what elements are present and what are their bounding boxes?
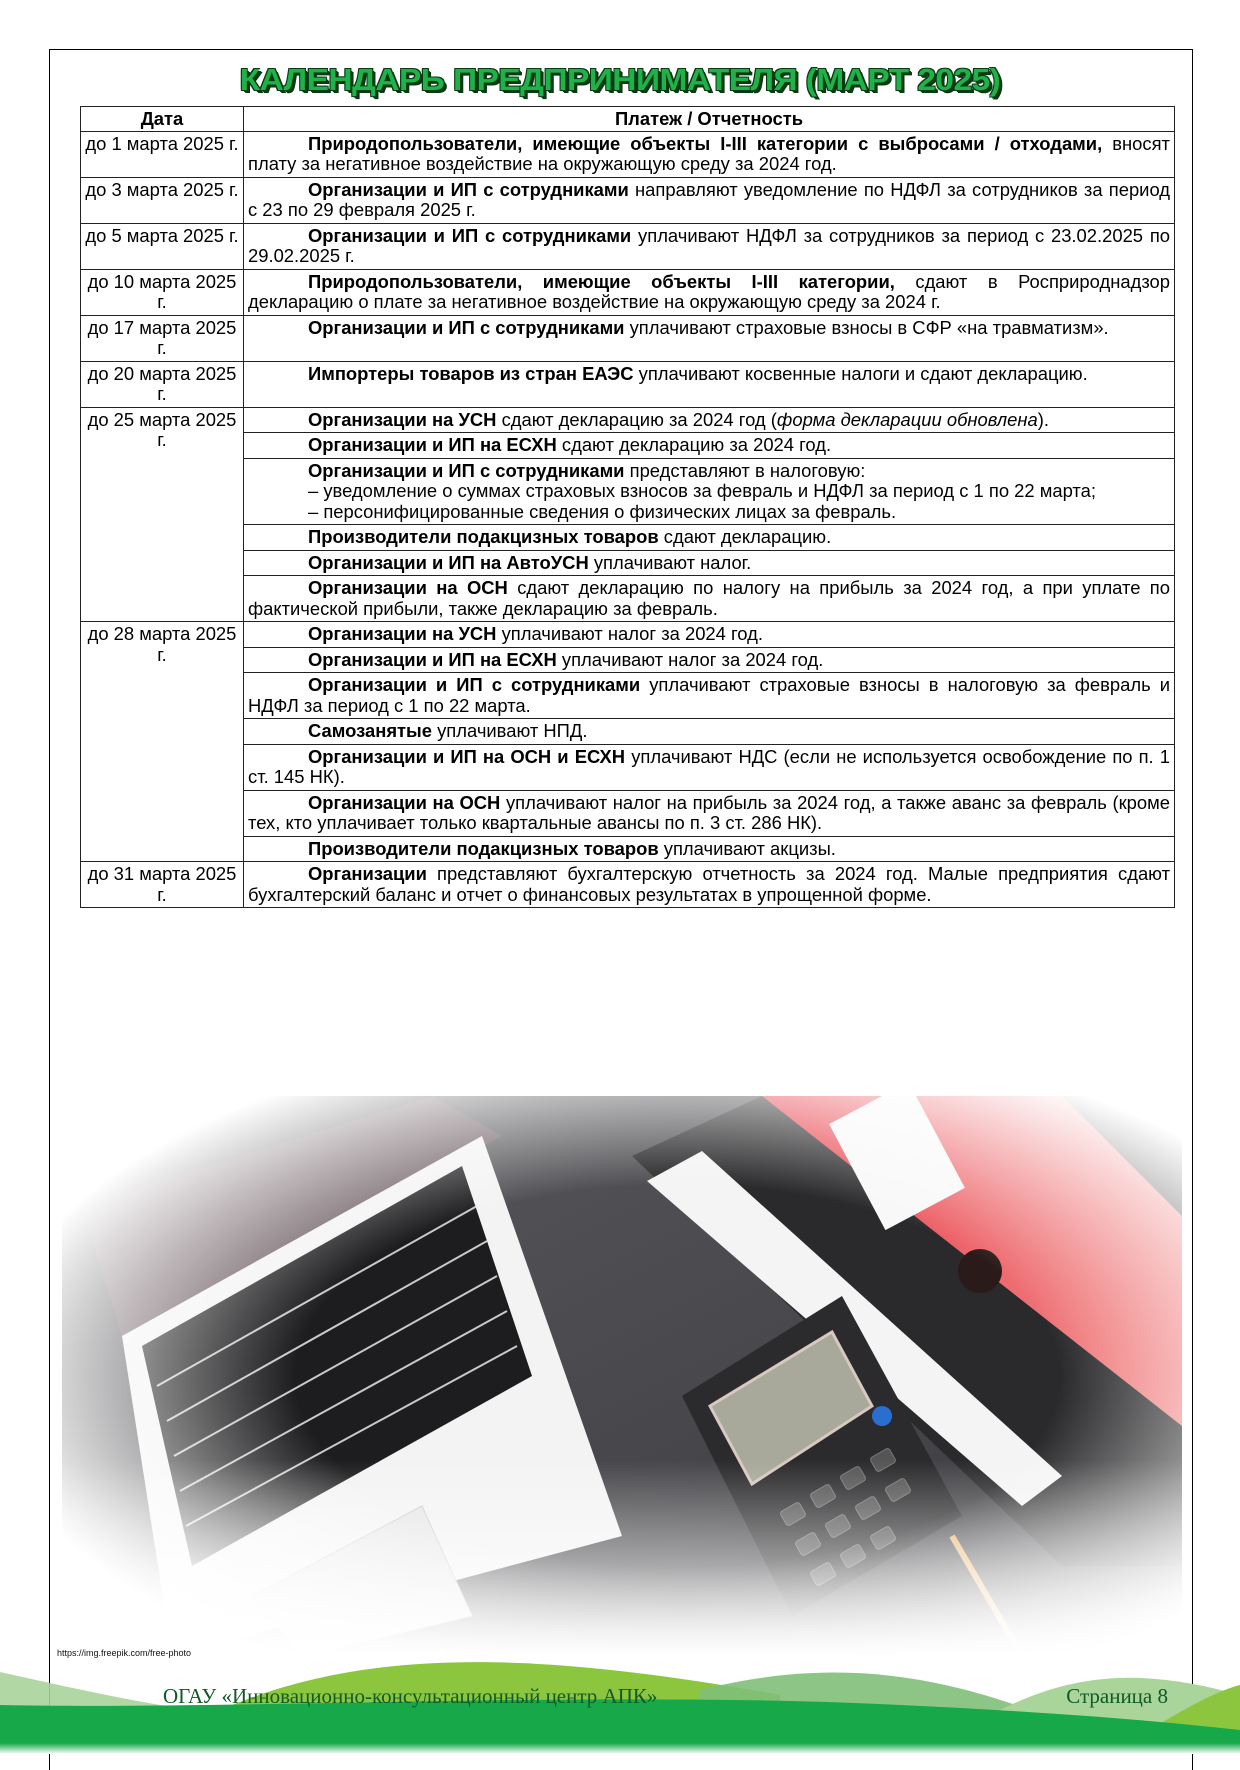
payment-cell <box>244 744 1175 790</box>
payment-cell <box>244 790 1175 836</box>
payment-cell <box>244 525 1175 551</box>
date-cell: до 1 марта 2025 г. <box>81 131 244 177</box>
footer-organization: ОГАУ «Инновационно-консультационный центр АПК» <box>163 1684 658 1708</box>
payment-item <box>248 747 1170 788</box>
obligation-text: уплачивают НДС (если не используется освобождение по п. 1 ст. 145 НК). <box>248 745 1170 787</box>
table-row <box>81 131 1175 177</box>
table-row <box>81 622 1175 648</box>
table-row <box>81 458 1175 525</box>
obligation-text: уплачивают налог за 2024 год. <box>496 623 763 644</box>
table-row <box>81 361 1175 407</box>
payer-category: Организации и ИП с сотрудниками <box>308 674 641 695</box>
payment-item <box>248 793 1170 834</box>
payer-category: Организации и ИП с сотрудниками <box>308 316 625 338</box>
payer-category: Производители подакцизных товаров <box>308 837 659 859</box>
table-row <box>81 177 1175 223</box>
table-row <box>81 550 1175 576</box>
table-row <box>81 433 1175 459</box>
payer-category: Организации на УСН <box>308 408 497 430</box>
date-cell: до 17 марта 2025 г. <box>81 315 244 361</box>
obligation-text: уплачивают НПД. <box>432 720 588 741</box>
payer-category: Организации и ИП с сотрудниками <box>308 459 625 481</box>
payment-cell <box>244 576 1175 622</box>
payment-item <box>248 650 1170 671</box>
payer-category: Самозанятые <box>308 720 432 741</box>
table-row <box>81 673 1175 719</box>
payer-category: Организации и ИП на ЕСХН <box>308 434 557 455</box>
payment-item <box>248 226 1170 267</box>
date-cell: до 28 марта 2025 г. <box>81 622 244 862</box>
payment-cell <box>244 458 1175 525</box>
table-row <box>81 744 1175 790</box>
payment-cell <box>244 315 1175 361</box>
date-cell: до 10 марта 2025 г. <box>81 269 244 315</box>
table-row <box>81 647 1175 673</box>
obligation-text: уплачивают страховые взносы в СФР «на травматизм». <box>624 316 1109 338</box>
office-photo <box>62 1096 1182 1656</box>
payment-item <box>248 624 1170 645</box>
date-cell: до 5 марта 2025 г. <box>81 223 244 269</box>
obligation-text: сдают декларацию по налогу на прибыль за 2024 год, а при уплате по фактической прибыли, также декларацию за февраль. <box>248 577 1170 619</box>
payment-subitem: – уведомление о суммах страховых взносов за февраль и НДФЛ за период с 1 по 22 марта; <box>308 480 1096 501</box>
payment-cell <box>244 622 1175 648</box>
obligation-text: сдают декларацию за 2024 год. <box>556 434 832 455</box>
header-payment: Платеж / Отчетность <box>244 107 1175 132</box>
table-row <box>81 836 1175 862</box>
payment-cell <box>244 131 1175 177</box>
obligation-tail: ). <box>1037 408 1049 430</box>
payment-cell <box>244 647 1175 673</box>
payer-category: Природопользователи, имеющие объекты I-III категории с выбросами / отходами, <box>308 132 1103 154</box>
date-cell: до 20 марта 2025 г. <box>81 361 244 407</box>
payment-item <box>248 839 1170 860</box>
payment-item <box>248 364 1170 385</box>
table-header-row <box>81 107 1175 132</box>
payment-cell <box>244 673 1175 719</box>
table-row <box>81 790 1175 836</box>
payer-category: Производители подакцизных товаров <box>308 526 659 547</box>
date-cell: до 3 марта 2025 г. <box>81 177 244 223</box>
payment-item <box>248 675 1170 716</box>
payment-cell <box>244 407 1175 433</box>
laptop-calculator-folder-illustration <box>62 1096 1182 1656</box>
header-date: Дата <box>81 107 244 132</box>
obligation-text: вносят плату за негативное воздействие на окружающую среду за 2024 год. <box>248 132 1170 174</box>
payer-category: Организации и ИП с сотрудниками <box>308 178 629 200</box>
table-row <box>81 223 1175 269</box>
payer-category: Природопользователи, имеющие объекты I-III категории, <box>308 270 895 292</box>
obligation-text: уплачивают НДФЛ за сотрудников за период с 23.02.2025 по 29.02.2025 г. <box>248 224 1171 266</box>
payer-category: Организации на ОСН <box>308 577 508 598</box>
obligation-text: представляют бухгалтерскую отчетность за 2024 год. Малые предприятия сдают бухгалтерский баланс и отчет о финансовых результатах в упрощенной форме. <box>248 863 1170 905</box>
payment-item <box>248 435 1170 456</box>
payment-item <box>248 721 1170 742</box>
obligation-text: представляют в налоговую: <box>624 459 866 481</box>
payment-item <box>248 527 1170 548</box>
payer-category: Организации и ИП с сотрудниками <box>308 224 632 246</box>
payment-item <box>248 318 1170 339</box>
payment-cell <box>244 719 1175 745</box>
payment-cell <box>244 223 1175 269</box>
payment-cell <box>244 177 1175 223</box>
payment-item <box>248 134 1170 175</box>
footer-page-number: Страница 8 <box>1066 1684 1168 1708</box>
payment-cell <box>244 269 1175 315</box>
payment-cell <box>244 550 1175 576</box>
obligation-text: направляют уведомление по НДФЛ за сотрудников за период с 23 по 29 февраля 2025 г. <box>248 178 1170 220</box>
obligation-text: уплачивают акцизы. <box>658 837 836 859</box>
obligation-text: сдают декларацию. <box>658 526 832 547</box>
table-row <box>81 315 1175 361</box>
obligation-text: уплачивают налог. <box>588 551 752 573</box>
payment-cell <box>244 361 1175 407</box>
payment-cell <box>244 862 1175 908</box>
payment-subitem: – персонифицированные сведения о физических лицах за февраль. <box>308 500 897 522</box>
payer-category: Импортеры товаров из стран ЕАЭС <box>308 362 634 384</box>
payer-category: Организации <box>308 863 427 884</box>
payment-item <box>248 272 1170 313</box>
payer-category: Организации и ИП на АвтоУСН <box>308 551 589 573</box>
payment-item <box>248 864 1170 905</box>
obligation-text: сдают декларацию за 2024 год ( <box>496 408 777 430</box>
table-body <box>81 131 1175 908</box>
obligation-text: уплачивают налог на прибыль за 2024 год, а также аванс за февраль (кроме тех, кто уплачивает только квартальные авансы по п. 3 ст. 286 НК). <box>248 791 1170 833</box>
photo-credit: https://img.freepik.com/free-photo <box>57 1648 192 1658</box>
payer-category: Организации и ИП на ЕСХН <box>308 648 557 670</box>
table-row <box>81 719 1175 745</box>
date-cell: до 31 марта 2025 г. <box>81 862 244 908</box>
payment-item <box>248 410 1170 431</box>
payment-item <box>248 578 1170 619</box>
payer-category: Организации на УСН <box>308 623 497 644</box>
payer-category: Организации на ОСН <box>308 791 501 813</box>
italic-note: форма декларации обновлена <box>776 408 1038 430</box>
table-row <box>81 576 1175 622</box>
page-title: КАЛЕНДАРЬ ПРЕДПРИНИМАТЕЛЯ (МАРТ 2025) <box>239 62 1001 97</box>
payment-cell <box>244 836 1175 862</box>
payment-item <box>248 553 1170 574</box>
table-row <box>81 407 1175 433</box>
payer-category: Организации и ИП на ОСН и ЕСХН <box>308 745 626 767</box>
table-row <box>81 525 1175 551</box>
payment-cell <box>244 433 1175 459</box>
payment-item <box>248 461 1170 482</box>
obligation-text: уплачивают налог за 2024 год. <box>556 648 824 670</box>
obligation-text: сдают в Росприроднадзор декларацию о плате за негативное воздействие на окружающую среду за 2024 г. <box>248 270 1171 312</box>
table-row <box>81 269 1175 315</box>
obligation-text: уплачивают косвенные налоги и сдают декларацию. <box>633 362 1088 384</box>
calendar-table <box>80 106 1175 908</box>
table-row <box>81 862 1175 908</box>
obligation-text: уплачивают страховые взносы в налоговую за февраль и НДФЛ за период с 1 по 22 марта. <box>248 674 1170 716</box>
payment-item <box>248 180 1170 221</box>
date-cell: до 25 марта 2025 г. <box>81 407 244 622</box>
